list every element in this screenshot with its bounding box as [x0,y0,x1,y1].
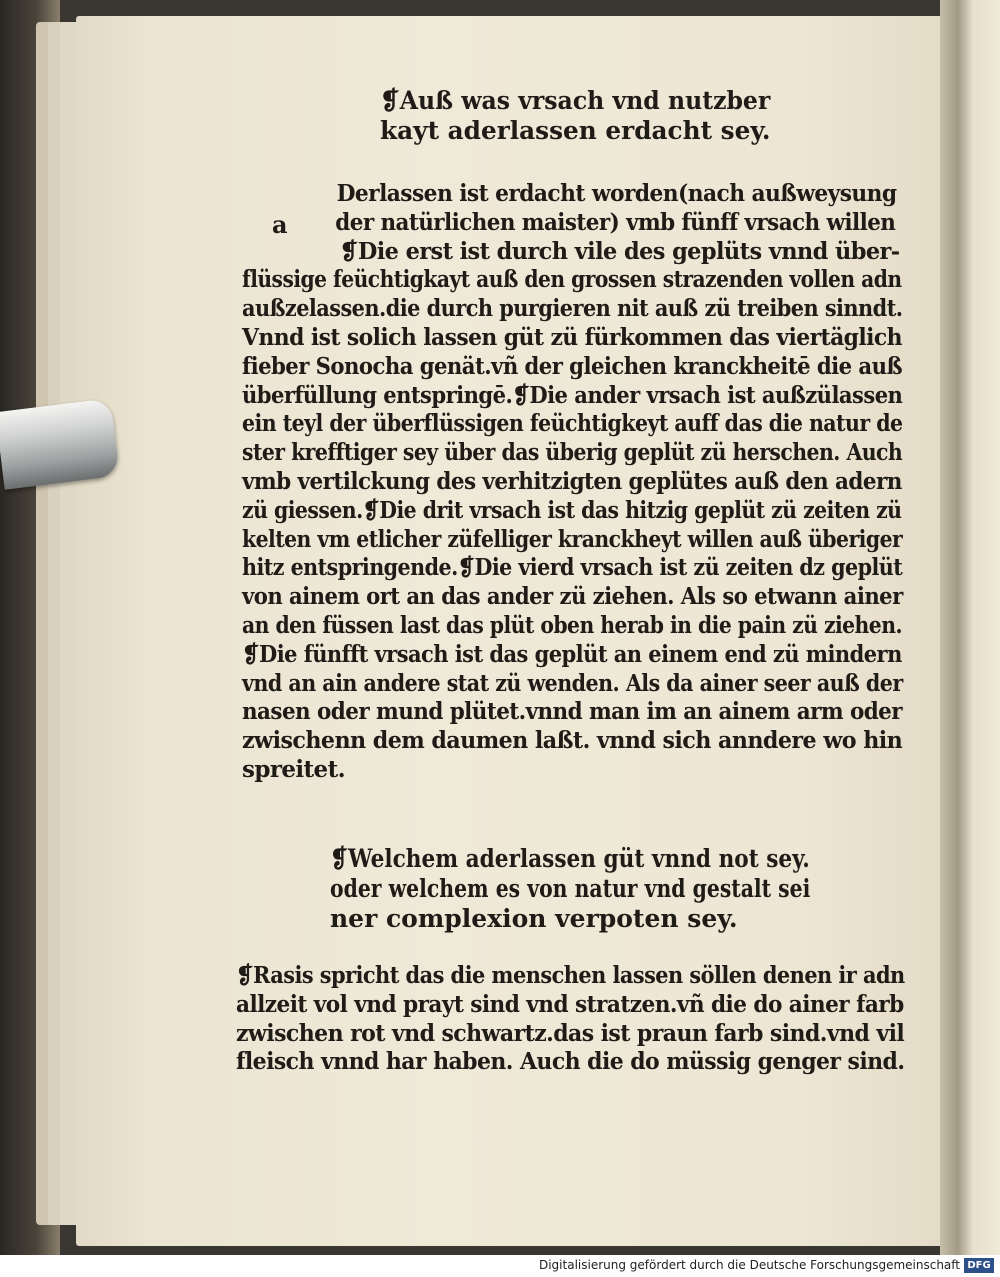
text-line: flüssige feüchtigkayt auß den grossen strazenden vollen adn [242,266,902,294]
text-line: vmb vertilckung des verhitzigten geplütes auß den adern [242,467,902,495]
text-line: überfüllung entspringē.❡Die ander vrsach ist außzülassen [242,381,903,409]
text-line: ster krefftiger sey über das überig geplüt zü herschen. Auch [242,439,903,467]
text-line: spreitet. [242,755,346,783]
text-line: zwischenn dem daumen laßt. vnnd sich anndere wo hin [242,727,903,755]
margin-letter: a [272,210,288,239]
heading-line: ❡Auß was vrsach vnd nutzber [380,86,771,115]
funding-credit: Digitalisierung gefördert durch die Deutsche Forschungsgemeinschaft [538,1258,960,1272]
text-line: vnd an ain andere stat zü wenden. Als da ainer seer auß der [242,669,903,697]
text-line: zwischen rot vnd schwartz.das ist praun farb sind.vnd vil [236,1019,905,1047]
text-line: zü giessen.❡Die drit vrsach ist das hitzig geplüt zü zeiten zü [242,496,902,524]
text-line: allzeit vol vnd prayt sind vnd stratzen.vñ die do ainer farb [236,990,904,1018]
text-line: außzelassen.die durch purgieren nit auß zü treiben sinndt. [242,295,903,323]
text-line: ein teyl der überflüssigen feüchtigkeyt auff das die natur de [242,410,903,438]
text-line: von ainem ort an das ander zü ziehen. Als so etwann ainer [242,583,903,611]
text-line: Vnnd ist solich lassen güt zü fürkommen das viertäglich [242,323,902,351]
dfg-logo-icon: DFG [964,1258,994,1273]
heading-line: ❡Welchem aderlassen güt vnnd not sey. [330,844,810,873]
text-line: nasen oder mund plütet.vnnd man im an ainem arm oder [242,698,903,726]
text-line: kelten vm etlicher züfelliger kranckheyt willen auß überiger [242,525,903,553]
paragraph-1 [242,180,991,785]
text-line: fieber Sonocha genät.vñ der gleichen kranckheitē die auß [242,352,903,380]
text-line: der natürlichen maister) vmb fünff vrsach willen [335,208,896,236]
text-line: ❡Die fünfft vrsach ist das geplüt an einem end zü mindern [242,640,902,668]
heading-line: oder welchem es von natur vnd gestalt sei [330,874,811,903]
paragraph-2 [236,962,972,1077]
text-line: hitz entspringende.❡Die vierd vrsach ist zü zeiten dz geplüt [242,554,903,582]
text-line: Derlassen ist erdacht worden(nach außweysung [336,180,897,207]
text-line: ❡Die erst ist durch vile des geplüts vnnd über- [339,237,900,265]
heading-line: kayt aderlassen erdacht sey. [380,116,771,145]
text-line: an den füssen last das plüt oben herab in die pain zü ziehen. [242,611,903,639]
heading-line: ner complexion verpoten sey. [330,904,738,933]
heading-section-1 [380,86,794,146]
heading-section-2 [330,844,919,934]
page-clip-holder [0,398,120,490]
text-line: ❡Rasis spricht das die menschen lassen söllen denen ir adn [236,962,905,989]
text-line: fleisch vnnd har haben. Auch die do müssig genger sind. [236,1048,905,1076]
footer-bar [0,1255,1000,1277]
